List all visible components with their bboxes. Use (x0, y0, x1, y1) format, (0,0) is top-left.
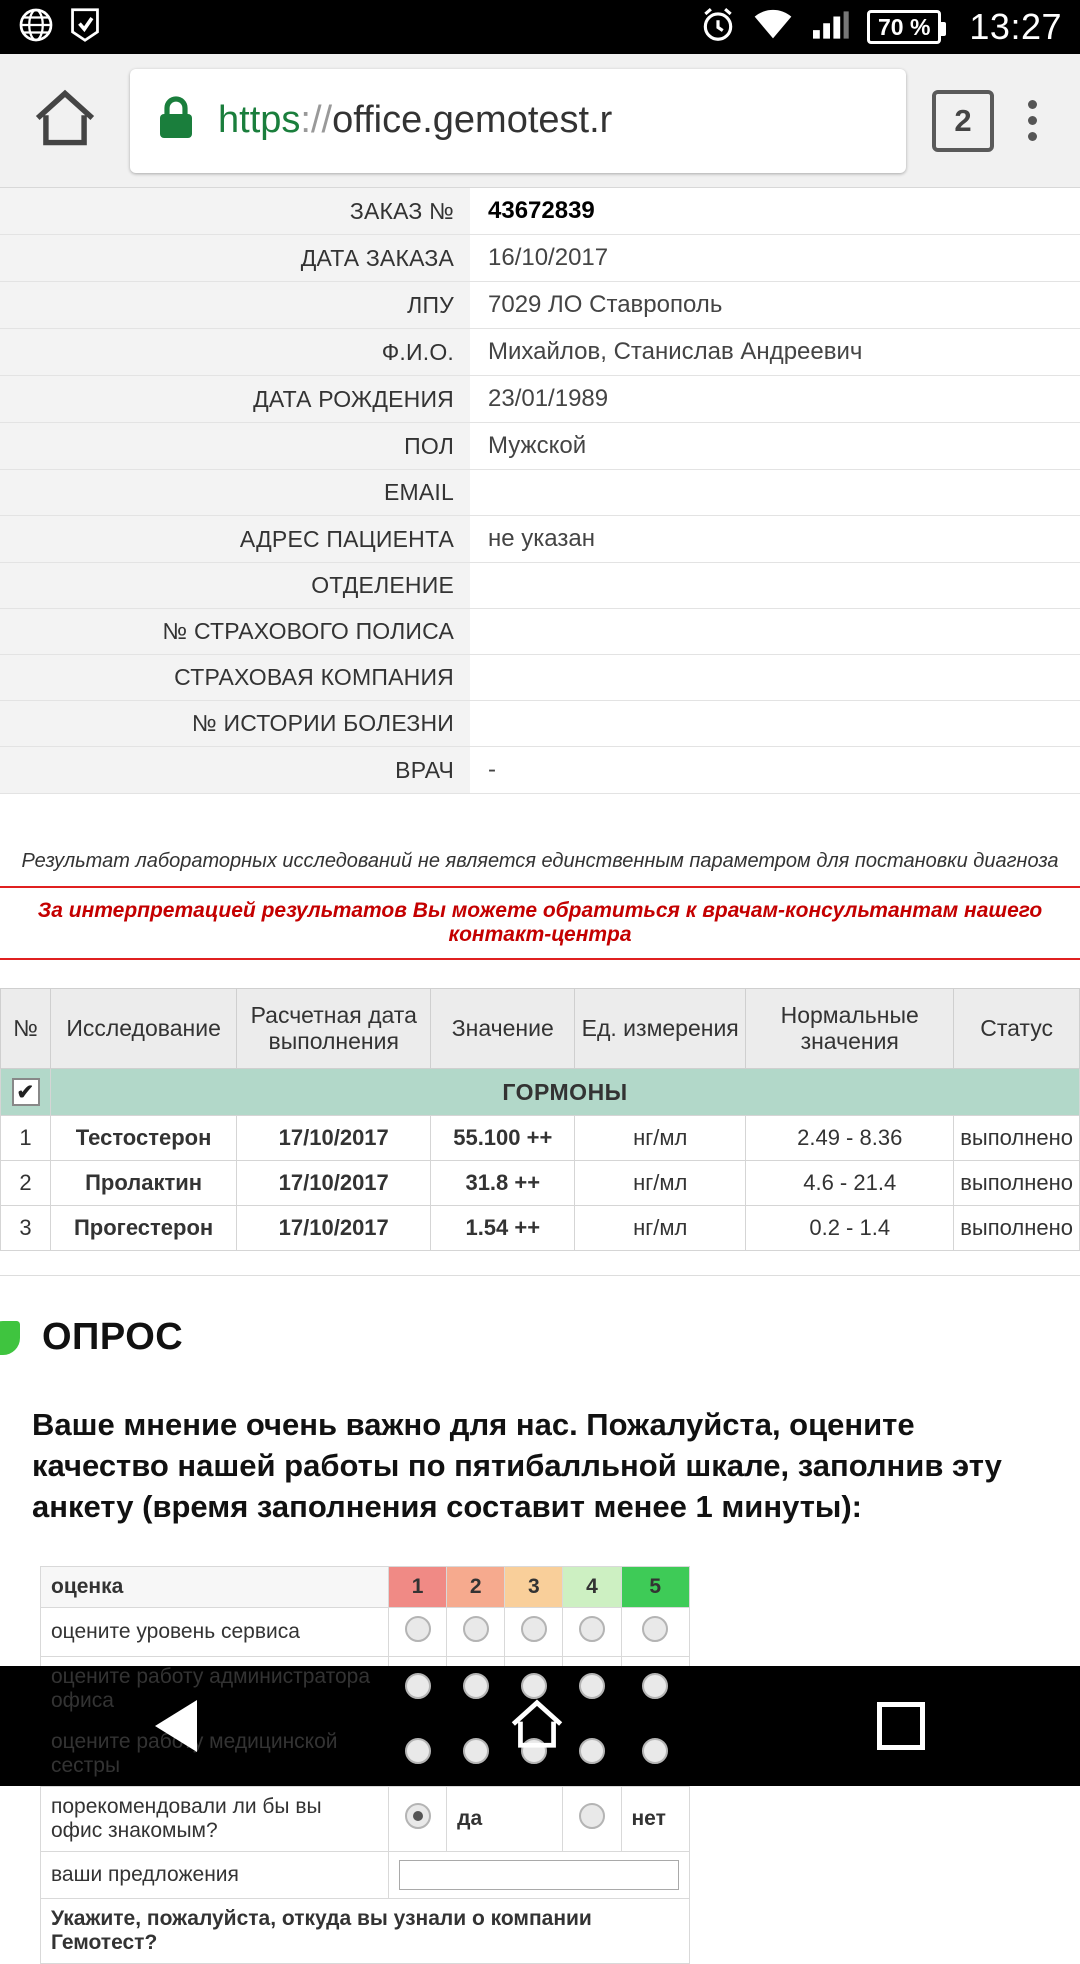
rating-cell[interactable] (563, 1608, 621, 1657)
row-unit: нг/мл (575, 1116, 746, 1161)
recommend-no-cell[interactable] (563, 1787, 621, 1852)
question-label: оцените работу медицинской сестры (41, 1722, 389, 1787)
radio-q1-1[interactable] (405, 1616, 431, 1642)
info-label: ЗАКАЗ № (0, 188, 470, 235)
survey-question-row (41, 1608, 690, 1657)
row-norm: 2.49 - 8.36 (746, 1116, 954, 1161)
status-bar-left-icons (18, 7, 102, 48)
scale-value-2: 2 (447, 1567, 505, 1608)
survey-suggestions-row (41, 1852, 690, 1899)
info-value: - (488, 756, 496, 783)
info-label: ЛПУ (0, 282, 470, 329)
tab-switcher-button[interactable]: 2 (932, 90, 994, 152)
row-number: 3 (1, 1206, 51, 1251)
lock-icon (156, 94, 196, 147)
table-row (0, 701, 1080, 747)
suggestions-label: ваши предложения (41, 1852, 389, 1899)
recommend-question-label: порекомендовали ли бы вы офис знакомым? (41, 1787, 389, 1852)
leaf-logo-icon (0, 1321, 20, 1355)
info-value (470, 655, 1080, 701)
row-number: 2 (1, 1161, 51, 1206)
row-date: 17/10/2017 (237, 1206, 431, 1251)
rating-cell[interactable] (389, 1608, 447, 1657)
info-label: ОТДЕЛЕНИЕ (0, 563, 470, 609)
radio-recommend-yes[interactable] (405, 1803, 431, 1829)
source-question-label: Укажите, пожалуйста, откуда вы узнали о компании Гемотест? (41, 1899, 690, 1964)
back-icon (155, 1700, 197, 1752)
row-study: Прогестерон (51, 1206, 237, 1251)
info-label: № СТРАХОВОГО ПОЛИСА (0, 609, 470, 655)
url-text (218, 99, 612, 142)
checkbox-checked-icon[interactable]: ✔ (12, 1078, 40, 1106)
info-value: Михайлов, Станислав Андреевич (488, 338, 863, 365)
table-row (0, 376, 1080, 423)
recents-button[interactable] (877, 1702, 925, 1750)
order-info-table (0, 188, 1080, 794)
menu-icon[interactable] (1006, 100, 1058, 141)
rating-cell[interactable] (505, 1608, 563, 1657)
row-date: 17/10/2017 (237, 1116, 431, 1161)
red-notice-text: За интерпретацией результатов Вы можете обратиться к врачам-консультантам нашего контакт-центра (0, 886, 1080, 960)
battery-icon (867, 10, 941, 44)
survey-recommend-row (41, 1787, 690, 1852)
info-label: АДРЕС ПАЦИЕНТА (0, 516, 470, 563)
info-label: ПОЛ (0, 423, 470, 470)
radio-q3-4[interactable] (579, 1738, 605, 1764)
row-study: Тестостерон (51, 1116, 237, 1161)
radio-q1-5[interactable] (642, 1616, 668, 1642)
question-label: оцените уровень сервиса (41, 1608, 389, 1657)
col-norm: Нормальные значения (746, 989, 954, 1069)
scale-value-1: 1 (389, 1567, 447, 1608)
page-content (0, 188, 1080, 1955)
status-clock: 13:27 (969, 6, 1062, 47)
radio-q2-4[interactable] (579, 1673, 605, 1699)
radio-q1-4[interactable] (579, 1616, 605, 1642)
col-date: Расчетная дата выполнения (237, 989, 431, 1069)
scale-value-3: 3 (505, 1567, 563, 1608)
info-value: Мужской (488, 432, 587, 459)
row-study: Пролактин (51, 1161, 237, 1206)
status-bar (0, 0, 1080, 54)
recommend-yes-cell[interactable] (389, 1787, 447, 1852)
info-label: ДАТА ЗАКАЗА (0, 235, 470, 282)
table-row (0, 563, 1080, 609)
table-row (0, 747, 1080, 794)
info-label: ДАТА РОЖДЕНИЯ (0, 376, 470, 423)
alarm-icon (699, 6, 737, 49)
results-table (0, 988, 1080, 1251)
info-label: СТРАХОВАЯ КОМПАНИЯ (0, 655, 470, 701)
group-title: ГОРМОНЫ (51, 1068, 1080, 1116)
row-status: выполнено (954, 1116, 1080, 1161)
question-label: оцените работу администратора офиса (41, 1657, 389, 1722)
rating-cell[interactable] (447, 1608, 505, 1657)
survey-scale-header-row (41, 1567, 690, 1608)
checkmark-badge-icon (68, 7, 102, 48)
col-number: № (1, 989, 51, 1069)
table-row (0, 470, 1080, 516)
table-row (1, 1161, 1080, 1206)
col-study: Исследование (51, 989, 237, 1069)
radio-q3-5[interactable] (642, 1738, 668, 1764)
table-row (0, 516, 1080, 563)
radio-q3-1[interactable] (405, 1738, 431, 1764)
suggestions-input-cell[interactable] (389, 1852, 690, 1899)
table-row (0, 609, 1080, 655)
group-checkbox-cell[interactable] (1, 1068, 51, 1116)
radio-q2-3[interactable] (521, 1673, 547, 1699)
row-value: 55.100 ++ (431, 1116, 575, 1161)
table-row (0, 329, 1080, 376)
table-row (0, 282, 1080, 329)
row-number: 1 (1, 1116, 51, 1161)
info-value: 16/10/2017 (488, 244, 609, 271)
info-value (470, 609, 1080, 655)
survey-source-row (41, 1899, 690, 1964)
table-row (1, 1116, 1080, 1161)
scale-value-4: 4 (563, 1567, 621, 1608)
table-row (0, 423, 1080, 470)
table-row (0, 188, 1080, 235)
home-nav-button[interactable] (508, 1698, 566, 1755)
info-label: EMAIL (0, 470, 470, 516)
table-row (0, 235, 1080, 282)
home-icon (32, 88, 98, 153)
recommend-no-label: нет (621, 1787, 690, 1852)
table-row (1, 1206, 1080, 1251)
results-header-row (1, 989, 1080, 1069)
url-host: office.gemotest.r (332, 99, 613, 141)
row-status: выполнено (954, 1206, 1080, 1251)
info-value: 7029 ЛО Ставрополь (488, 291, 723, 318)
results-group-row (1, 1068, 1080, 1116)
scale-value-5: 5 (621, 1567, 690, 1608)
radio-q3-2[interactable] (463, 1738, 489, 1764)
url-separator: :// (300, 99, 333, 141)
info-value (470, 470, 1080, 516)
radio-q2-2[interactable] (463, 1673, 489, 1699)
battery-level: 70 % (877, 13, 931, 40)
rating-cell[interactable] (621, 1608, 690, 1657)
row-date: 17/10/2017 (237, 1161, 431, 1206)
home-button[interactable] (22, 88, 108, 153)
radio-q1-2[interactable] (463, 1616, 489, 1642)
info-label: ВРАЧ (0, 747, 470, 794)
survey-intro-text: Ваше мнение очень важно для нас. Пожалуйста, оцените качество нашей работы по пятибалльной шкале, заполнив эту анкету (время заполнения составит менее 1 минуты): (32, 1407, 1002, 1525)
row-status: выполнено (954, 1161, 1080, 1206)
globe-icon (18, 7, 54, 48)
scale-header-label: оценка (41, 1567, 389, 1608)
recommend-yes-label: да (447, 1787, 563, 1852)
col-value: Значение (431, 989, 575, 1069)
radio-q2-1[interactable] (405, 1673, 431, 1699)
row-norm: 4.6 - 21.4 (746, 1161, 954, 1206)
recents-icon (877, 1702, 925, 1750)
info-label: № ИСТОРИИ БОЛЕЗНИ (0, 701, 470, 747)
signal-icon (809, 8, 851, 47)
survey-header (0, 1275, 1080, 1369)
url-scheme: https (218, 99, 301, 141)
address-bar[interactable] (130, 69, 906, 173)
radio-q2-5[interactable] (642, 1673, 668, 1699)
row-norm: 0.2 - 1.4 (746, 1206, 954, 1251)
radio-recommend-no[interactable] (579, 1803, 605, 1829)
back-button[interactable] (155, 1700, 197, 1752)
info-label: Ф.И.О. (0, 329, 470, 376)
col-unit: Ед. измерения (575, 989, 746, 1069)
radio-q1-3[interactable] (521, 1616, 547, 1642)
suggestions-input[interactable] (399, 1860, 679, 1890)
row-unit: нг/мл (575, 1161, 746, 1206)
row-value: 1.54 ++ (431, 1206, 575, 1251)
table-row (0, 655, 1080, 701)
col-status: Статус (954, 989, 1080, 1069)
disclaimer-text: Результат лабораторных исследований не является единственным параметром для постановки диагноза (21, 850, 1059, 872)
home-icon (508, 1737, 566, 1754)
wifi-icon (753, 8, 793, 47)
info-value: 23/01/1989 (488, 385, 609, 412)
status-bar-right-icons (699, 6, 1062, 49)
row-value: 31.8 ++ (431, 1161, 575, 1206)
row-unit: нг/мл (575, 1206, 746, 1251)
info-value (470, 563, 1080, 609)
info-value: 43672839 (488, 197, 595, 224)
browser-toolbar (0, 54, 1080, 188)
info-value: не указан (488, 525, 595, 552)
info-value (470, 701, 1080, 747)
survey-title: ОПРОС (42, 1316, 184, 1359)
